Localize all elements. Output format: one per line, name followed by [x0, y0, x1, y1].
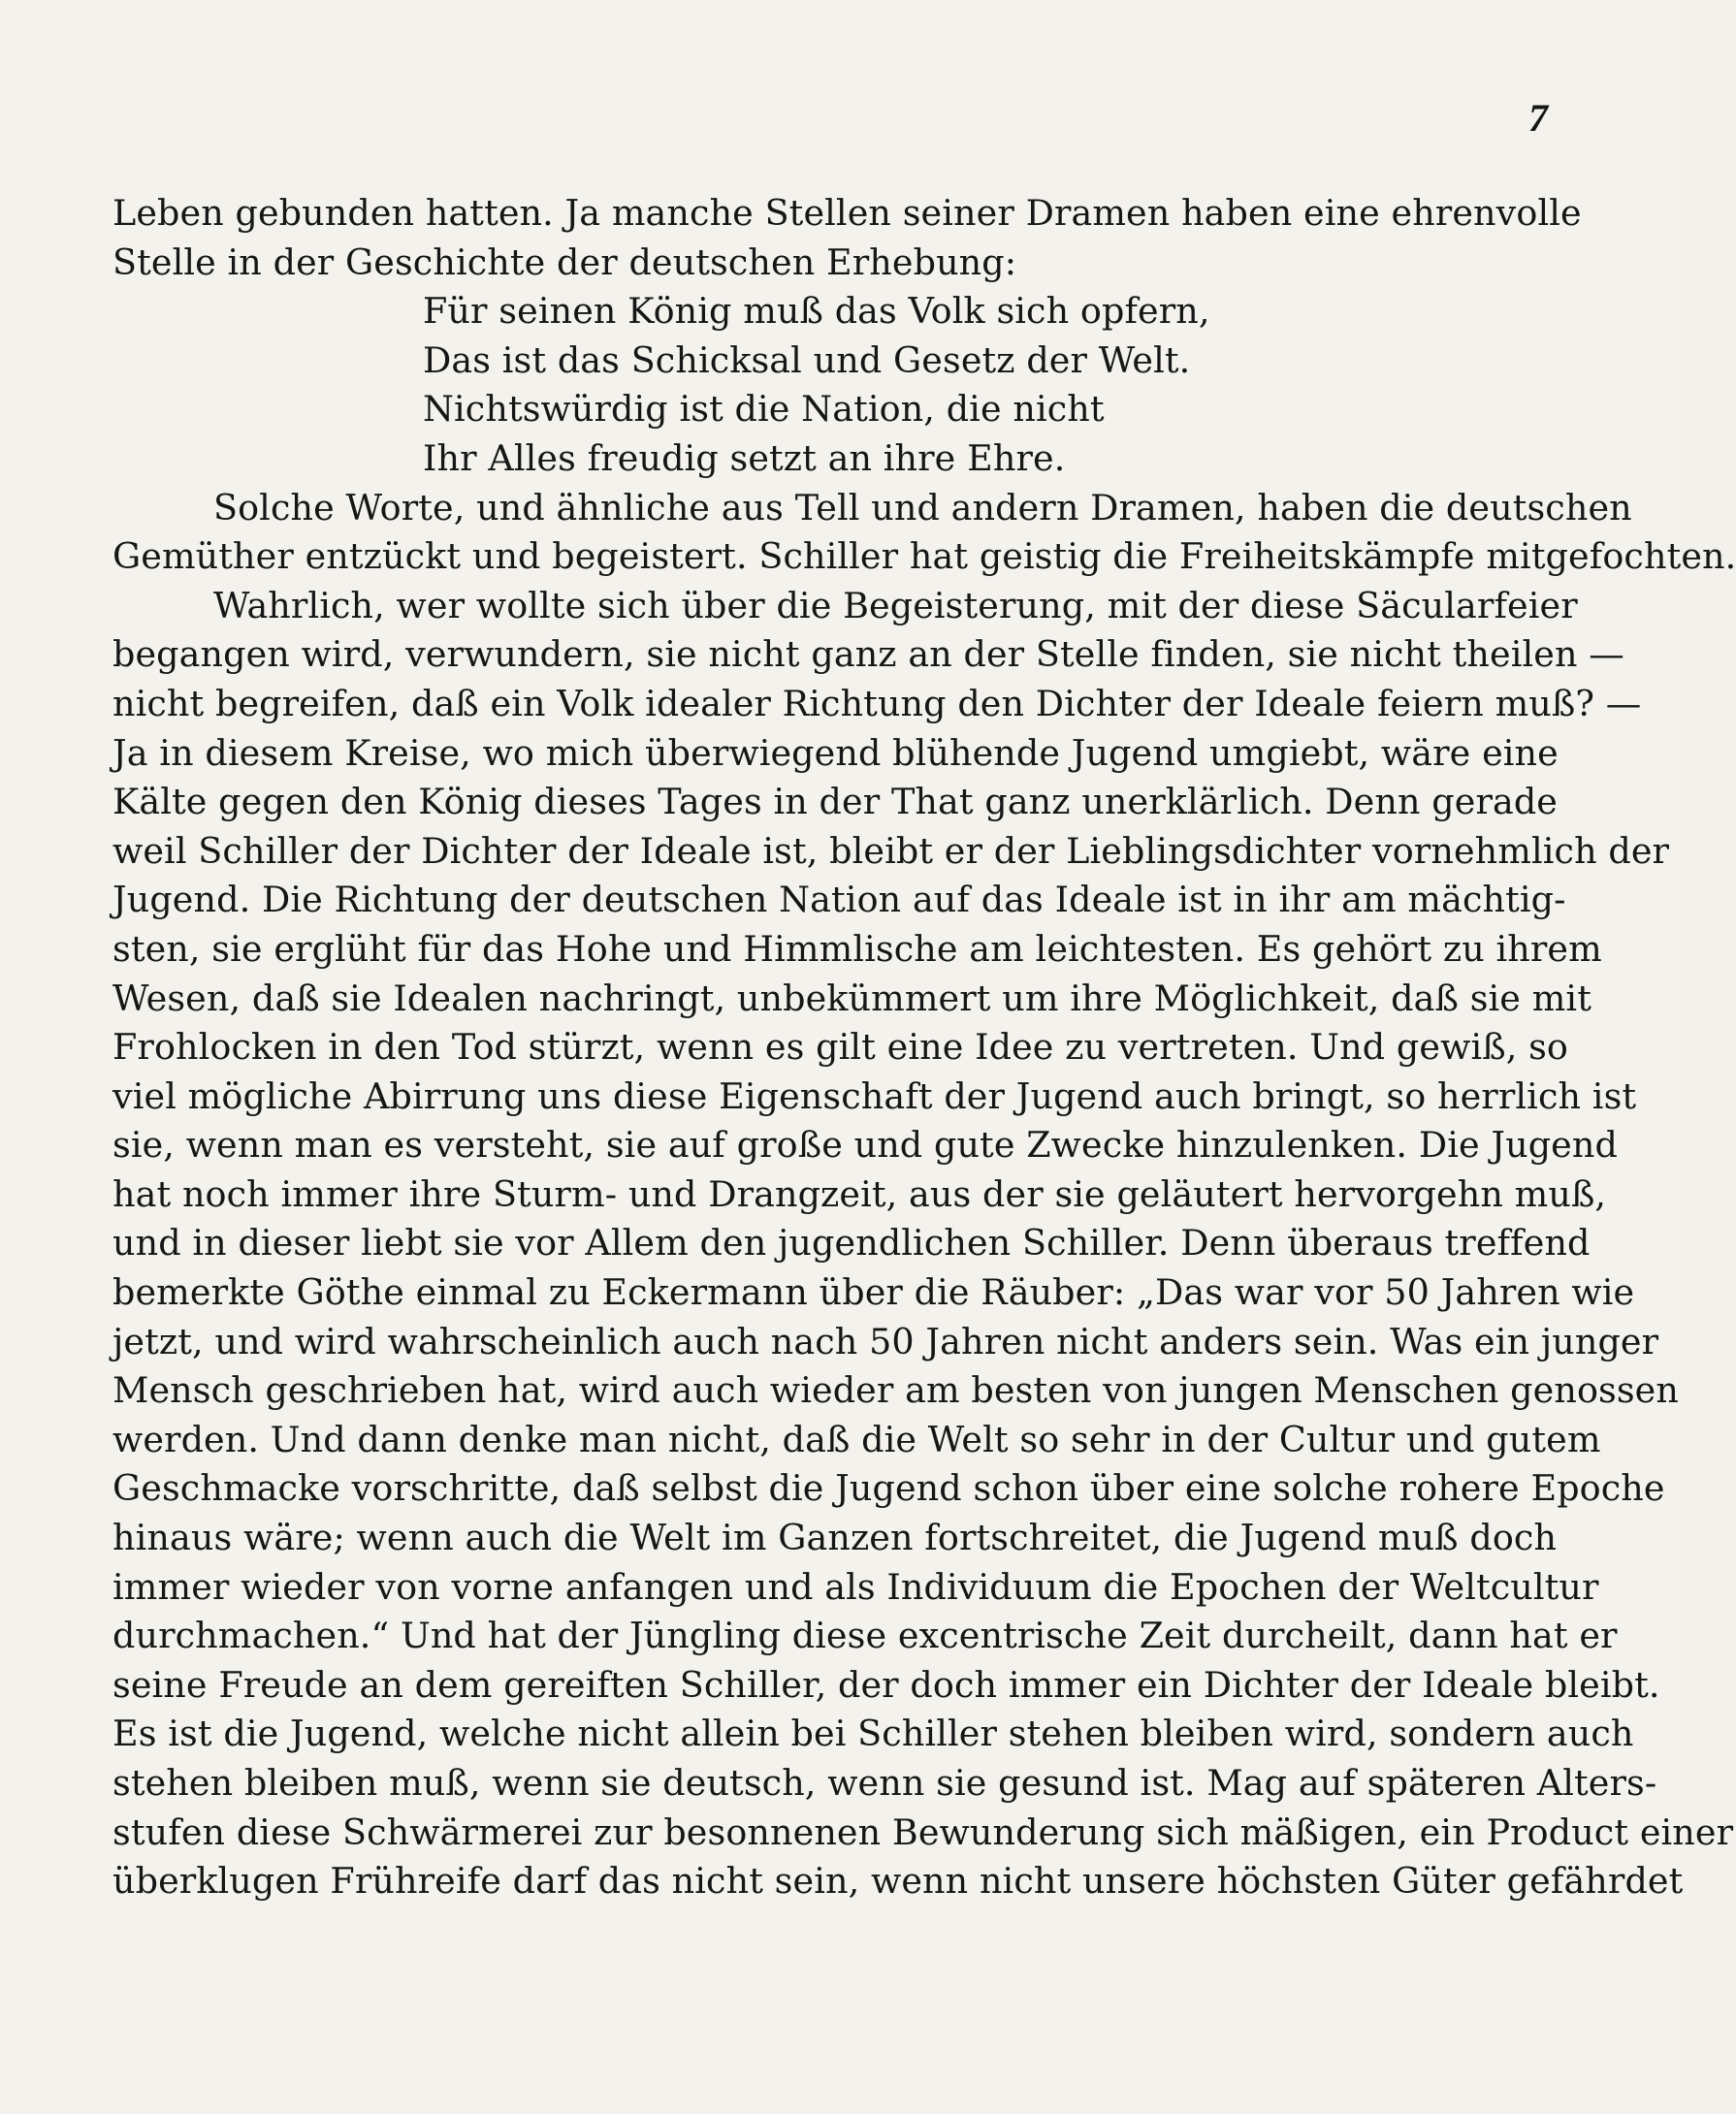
text-line: immer wieder von vorne anfangen und als Individuum die Epochen der Weltcultur [113, 1565, 1599, 1608]
text-line: Mensch geschrieben hat, wird auch wieder am besten von jungen Menschen genossen [113, 1369, 1679, 1412]
text-line: Solche Worte, und ähnliche aus Tell und andern Dramen, haben die deutschen [213, 486, 1632, 528]
text-line: nicht begreifen, daß ein Volk idealer Richtung den Dichter der Ideale feiern muß? — [113, 682, 1642, 724]
text-line: sie, wenn man es versteht, sie auf große und gute Zwecke hinzulenken. Die Jugend [113, 1124, 1618, 1167]
text-line: Gemüther entzückt und begeistert. Schiller hat geistig die Freiheitskämpfe mitgefochten. [113, 535, 1736, 578]
text-line: weil Schiller der Dichter der Ideale ist, bleibt er der Lieblingsdichter vornehmlich der [113, 829, 1670, 872]
text-line: und in dieser liebt sie vor Allem den jugendlichen Schiller. Denn überaus treffend [113, 1222, 1591, 1265]
text-line: hinaus wäre; wenn auch die Welt im Ganzen fortschreitet, die Jugend muß doch [113, 1517, 1558, 1559]
text-line: sten, sie erglüht für das Hohe und Himmlische am leichtesten. Es gehört zu ihrem [113, 927, 1602, 970]
text-line: stehen bleiben muß, wenn sie deutsch, wenn sie gesund ist. Mag auf späteren Alters- [113, 1762, 1657, 1804]
verse-quotation [113, 287, 1546, 483]
text-line: Es ist die Jugend, welche nicht allein bei Schiller stehen bleiben wird, sondern auch [113, 1713, 1634, 1755]
page-number: 7 [1528, 96, 1548, 140]
text-line: Leben gebunden hatten. Ja manche Stellen seiner Dramen haben eine ehrenvolle [113, 192, 1582, 234]
text-line: Stelle in der Geschichte der deutschen Erhebung: [113, 240, 1017, 283]
text-line: begangen wird, verwundern, sie nicht ganz an der Stelle finden, sie nicht theilen — [113, 633, 1624, 676]
verse-line: Ihr Alles freudig setzt an ihre Ehre. [423, 436, 1066, 479]
text-line: hat noch immer ihre Sturm- und Drangzeit, aus der sie geläutert hervorgehn muß, [113, 1172, 1607, 1215]
text-line: Ja in diesem Kreise, wo mich überwiegend blühende Jugend umgiebt, wäre eine [113, 731, 1559, 774]
text-line: bemerkte Göthe einmal zu Eckermann über die Räuber: „Das war vor 50 Jahren wie [113, 1271, 1635, 1314]
text-line: jetzt, und wird wahrscheinlich auch nach 50 Jahren nicht anders sein. Was ein junger [113, 1320, 1659, 1362]
verse-line: Das ist das Schicksal und Gesetz der Welt. [423, 338, 1191, 381]
text-line: stufen diese Schwärmerei zur besonnenen Bewunderung sich mäßigen, ein Product einer [113, 1810, 1734, 1853]
text-block [113, 189, 1736, 1906]
text-line: Frohlocken in den Tod stürzt, wenn es gilt eine Idee zu vertreten. Und gewiß, so [113, 1026, 1569, 1069]
text-line: viel mögliche Abirrung uns diese Eigenschaft der Jugend auch bringt, so herrlich ist [113, 1074, 1637, 1117]
text-line: Wesen, daß sie Idealen nachringt, unbekümmert um ihre Möglichkeit, daß sie mit [113, 977, 1591, 1019]
text-line: Jugend. Die Richtung der deutschen Nation auf das Ideale ist in ihr am mächtig- [113, 879, 1566, 921]
text-line: überklugen Frühreife darf das nicht sein, wenn nicht unsere höchsten Güter gefährdet [113, 1860, 1684, 1903]
text-line: seine Freude an dem gereiften Schiller, der doch immer ein Dichter der Ideale bleibt. [113, 1663, 1660, 1706]
text-line: Geschmacke vorschritte, daß selbst die Jugend schon über eine solche rohere Epoche [113, 1467, 1665, 1510]
verse-line: Nichtswürdig ist die Nation, die nicht [423, 388, 1105, 431]
text-line: durchmachen.“ Und hat der Jüngling diese excentrische Zeit durcheilt, dann hat er [113, 1615, 1618, 1657]
verse-line: Für seinen König muß das Volk sich opfern, [423, 290, 1210, 333]
text-line: Kälte gegen den König dieses Tages in der That ganz unerklärlich. Denn gerade [113, 781, 1559, 823]
text-line: Wahrlich, wer wollte sich über die Begeisterung, mit der diese Säcularfeier [213, 584, 1578, 626]
text-line: werden. Und dann denke man nicht, daß die Welt so sehr in der Cultur und gutem [113, 1418, 1601, 1460]
